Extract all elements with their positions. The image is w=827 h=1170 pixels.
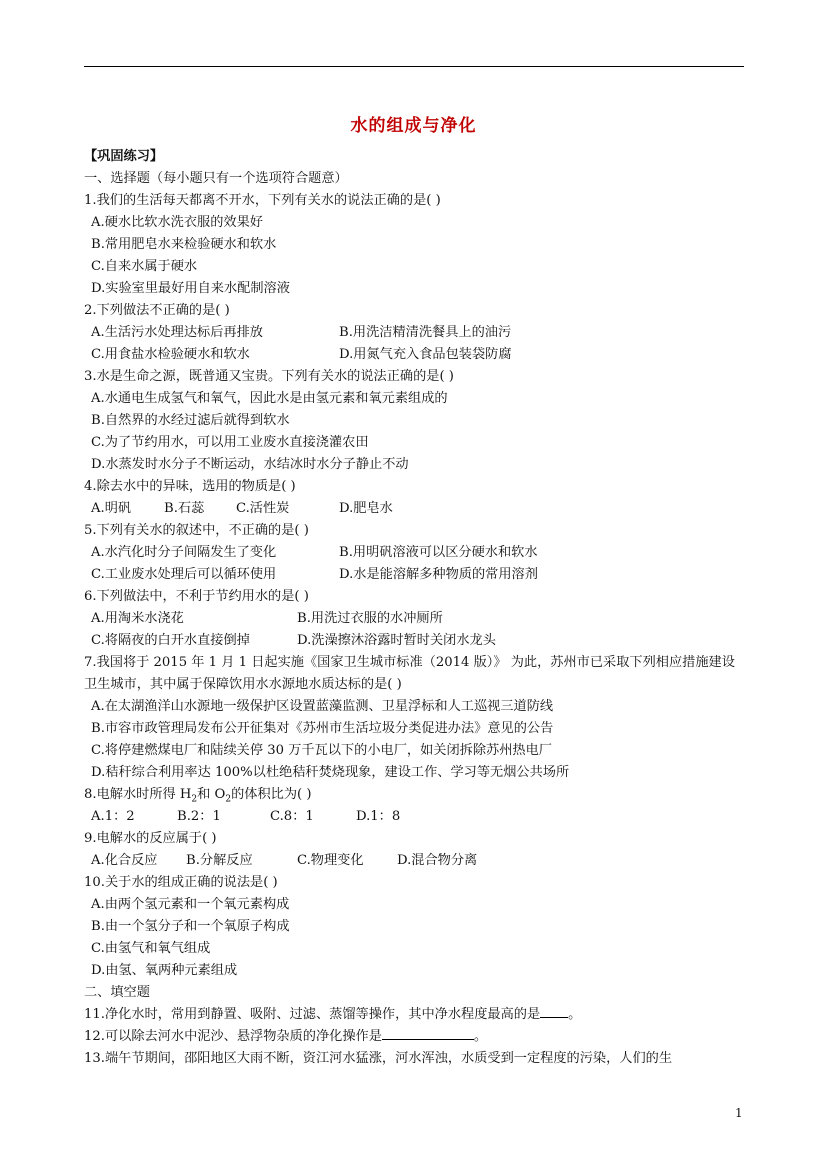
question-8-option-b: B.2：1 [177,809,221,824]
page-title: 水的组成与净化 [350,116,477,136]
question-4-stem: 4.除去水中的异味，选用的物质是( ) [84,479,296,494]
question-2-option-d: D.用氮气充入食品包装袋防腐 [339,347,512,362]
question-4-option-c: C.活性炭 [236,501,290,516]
question-12: 12.可以除去河水中泥沙、悬浮物杂质的净化操作是 。 [84,1029,488,1044]
question-7-stem: 7.我国将于 2015 年 1 月 1 日起实施《国家卫生城市标准（2014 版）》 为此，苏州市已采取下列相应措施建设卫生城市，其中属于保障饮用水水源地水质达标的是( ) [84,655,735,692]
question-2-options-ab [84,322,754,344]
question-10-option-d: D.由氢、氧两种元素组成 [91,963,238,978]
question-8-options [84,806,754,828]
question-5-option-a: A.水汽化时分子间隔发生了变化 [91,545,277,560]
section-heading-fill: 二、填空题 [84,985,150,1000]
question-6-option-d: D.洗澡擦沐浴露时暂时关闭水龙头 [297,633,496,648]
question-6-option-a: A.用淘米水浇花 [91,611,184,626]
question-3-option-d: D.水蒸发时水分子不断运动，水结冰时水分子静止不动 [91,457,409,472]
header-rule [84,66,744,67]
worksheet-body [84,146,754,1070]
question-1-option-a: A.硬水比软水洗衣服的效果好 [91,215,263,230]
question-1-option-b: B.常用肥皂水来检验硬水和软水 [91,237,277,252]
question-6-options-cd [84,630,754,652]
question-6-option-b: B.用洗过衣服的水冲厕所 [297,611,443,626]
question-2-options-cd [84,344,754,366]
question-4-option-a: A.明矾 [91,501,132,516]
question-5-options-cd [84,564,754,586]
question-10-option-a: A.由两个氢元素和一个氧元素构成 [91,897,290,912]
question-3-option-c: C.为了节约用水，可以用工业废水直接浇灌农田 [91,435,369,450]
question-2-option-b: B.用洗洁精清洗餐具上的油污 [339,325,512,340]
question-2-option-c: C.用食盐水检验硬水和软水 [91,347,250,362]
question-8-option-c: C.8：1 [270,809,314,824]
question-3-option-b: B.自然界的水经过滤后就得到软水 [91,413,290,428]
question-5-stem: 5.下列有关水的叙述中，不正确的是( ) [84,523,309,538]
question-6-stem: 6.下列做法中，不利于节约用水的是( ) [84,589,309,604]
question-7-option-c: C.将停建燃煤电厂和陆续关停 30 万千瓦以下的小电厂，如关闭拆除苏州热电厂 [91,743,552,758]
o2-subscript: 2 [225,794,232,805]
h2-subscript: 2 [191,794,198,805]
question-9-option-c: C.物理变化 [297,853,364,868]
answer-blank-11[interactable] [540,1005,568,1018]
question-5-option-d: D.水是能溶解多种物质的常用溶剂 [339,567,538,582]
question-2-option-a: A.生活污水处理达标后再排放 [91,325,263,340]
question-13: 13.端午节期间，邵阳地区大雨不断，资江河水猛涨，河水浑浊，水质受到一定程度的污染，人们的生 [84,1051,673,1066]
page-number: 1 [735,1106,743,1120]
question-1-option-c: C.自来水属于硬水 [91,259,198,274]
question-3-option-a: A.水通电生成氢气和氧气，因此水是由氢元素和氧元素组成的 [91,391,448,406]
section-label: 【巩固练习】 [84,149,164,164]
question-11: 11.净化水时，常用到静置、吸附、过滤、蒸馏等操作，其中净水程度最高的是 。 [84,1007,582,1022]
question-10-stem: 10.关于水的组成正确的说法是( ) [84,875,278,890]
question-2-stem: 2.下列做法不正确的是( ) [84,303,230,318]
question-9-option-d: D.混合物分离 [397,853,478,868]
question-9-stem: 9.电解水的反应属于( ) [84,831,217,846]
question-10-option-b: B.由一个氢分子和一个氧原子构成 [91,919,290,934]
question-5-option-b: B.用明矾溶液可以区分硬水和软水 [339,545,538,560]
question-7-option-b: B.市容市政管理局发布公开征集对《苏州市生活垃圾分类促进办法》意见的公告 [91,721,554,736]
question-5-options-ab [84,542,754,564]
question-8-option-d: D.1：8 [356,809,401,824]
question-9-option-a: A.化合反应 [91,853,158,868]
question-6-options-ab [84,608,754,630]
question-9-options [84,850,754,872]
question-4-option-b: B.石蕊 [164,501,205,516]
question-4-option-d: D.肥皂水 [339,501,393,516]
question-4-options [84,498,754,520]
question-1-stem: 1.我们的生活每天都离不开水，下列有关水的说法正确的是( ) [84,193,441,208]
question-1-option-d: D.实验室里最好用自来水配制溶液 [91,281,290,296]
section-heading-choice: 一、选择题（每小题只有一个选项符合题意） [84,171,348,186]
question-7-option-a: A.在太湖渔洋山水源地一级保护区设置蓝藻监测、卫星浮标和人工巡视三道防线 [91,699,554,714]
question-10-option-c: C.由氢气和氧气组成 [91,941,211,956]
question-8-option-a: A.1：2 [91,809,135,824]
question-6-option-c: C.将隔夜的白开水直接倒掉 [91,633,250,648]
answer-blank-12[interactable] [382,1027,474,1040]
question-3-stem: 3.水是生命之源，既普通又宝贵。下列有关水的说法正确的是( ) [84,369,454,384]
question-5-option-c: C.工业废水处理后可以循环使用 [91,567,277,582]
question-9-option-b: B.分解反应 [186,853,253,868]
question-7-option-d: D.秸秆综合利用率达 100%以杜绝秸秆焚烧现象，建设工作、学习等无烟公共场所 [91,765,570,780]
question-8-stem: 8.电解水时所得 $H_2$和 $O_2$的体积比为( ) [84,787,312,805]
